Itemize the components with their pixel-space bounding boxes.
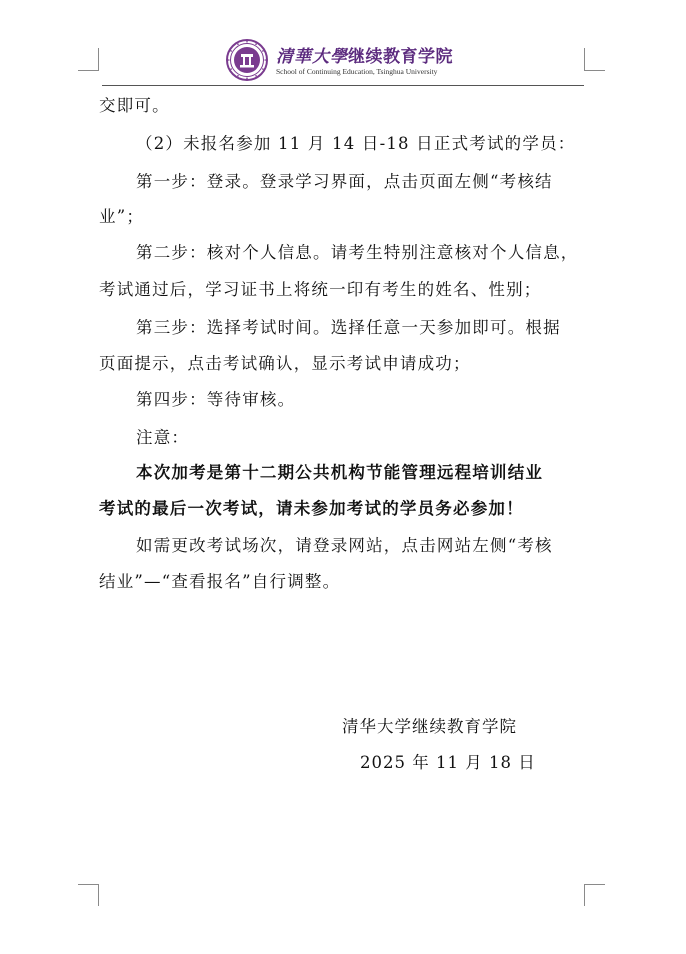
change-instructions-line-1: 如需更改考试场次，请登录网站，点击网站左侧“考核 — [136, 536, 553, 555]
university-seal-icon — [226, 39, 268, 81]
signature-date: 2025 年 11 月 18 日 — [360, 753, 536, 772]
crop-mark-top-left-h — [78, 70, 99, 71]
letterhead — [226, 38, 466, 82]
university-name-calligraphy: 清華大學 — [276, 47, 348, 67]
step-3-line-2: 页面提示，点击考试确认，显示考试申请成功； — [99, 354, 471, 373]
section-heading-2: （2）未报名参加 11 月 14 日-18 日正式考试的学员： — [136, 134, 576, 153]
institution-name-en: School of Continuing Education, Tsinghua University — [276, 67, 438, 76]
notice-bold-line-1: 本次加考是第十二期公共机构节能管理远程培训结业 — [136, 463, 544, 482]
step-3-line-1: 第三步：选择考试时间。选择任意一天参加即可。根据 — [136, 318, 561, 337]
crop-mark-bottom-right — [584, 884, 585, 906]
crop-mark-bottom-right-h — [584, 884, 605, 885]
header-divider — [102, 85, 584, 86]
note-label: 注意： — [136, 428, 190, 447]
crop-mark-bottom-left-h — [78, 884, 99, 885]
change-instructions-line-2: 结业”—“查看报名”自行调整。 — [99, 572, 341, 591]
institution-name-cn — [276, 42, 453, 67]
crop-mark-top-left — [98, 48, 99, 70]
crop-mark-bottom-left — [98, 884, 99, 906]
step-4-line: 第四步：等待审核。 — [136, 390, 296, 409]
crop-mark-top-right — [584, 48, 585, 70]
step-2-line-1: 第二步：核对个人信息。请考生特别注意核对个人信息， — [136, 243, 579, 262]
step-2-line-2: 考试通过后，学习证书上将统一印有考生的姓名、性别； — [99, 280, 542, 299]
step-1-line-1: 第一步：登录。登录学习界面，点击页面左侧“考核结 — [136, 172, 553, 191]
crop-mark-top-right-h — [584, 70, 605, 71]
notice-bold-line-2: 考试的最后一次考试，请未参加考试的学员务必参加！ — [99, 499, 524, 518]
paragraph-line-1: 交即可。 — [99, 96, 170, 115]
signature-organization: 清华大学继续教育学院 — [342, 717, 517, 736]
step-1-line-2: 业”； — [99, 207, 145, 226]
school-name: 继续教育学院 — [348, 47, 453, 67]
